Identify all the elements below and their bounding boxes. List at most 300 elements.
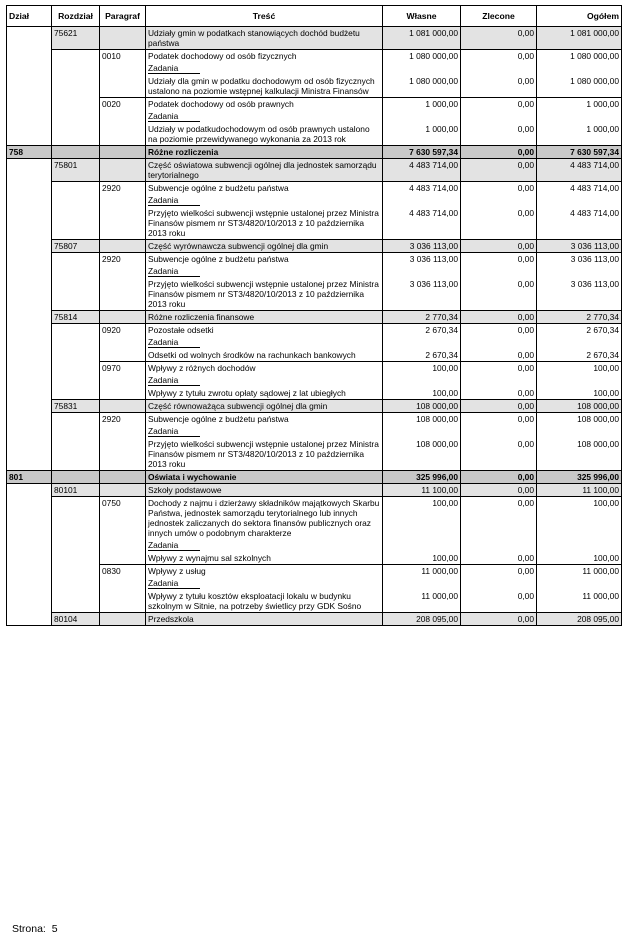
cell-tresc: Odsetki od wolnych środków na rachunkach bankowych: [146, 349, 383, 362]
cell-dzial: [7, 497, 52, 540]
detail-row: [7, 349, 622, 362]
cell-ogolem: 4 483 714,00: [537, 207, 622, 240]
cell-tresc: [146, 62, 383, 75]
cell-tresc: Przedszkola: [146, 613, 383, 626]
cell-zlecone: [461, 539, 537, 552]
cell-wlasne: 1 081 000,00: [383, 27, 461, 50]
cell-wlasne: 108 000,00: [383, 438, 461, 471]
cell-zlecone: 0,00: [461, 123, 537, 146]
cell-rozdzial: [52, 146, 100, 159]
cell-paragraf: [100, 194, 146, 207]
cell-ogolem: 108 000,00: [537, 400, 622, 413]
cell-wlasne: 2 770,34: [383, 311, 461, 324]
cell-rozdzial: [52, 253, 100, 266]
cell-dzial: [7, 324, 52, 337]
dzial-row: [7, 146, 622, 159]
zadania-row: [7, 194, 622, 207]
cell-zlecone: [461, 62, 537, 75]
cell-rozdzial: [52, 123, 100, 146]
cell-wlasne: 108 000,00: [383, 400, 461, 413]
detail-row: [7, 590, 622, 613]
cell-ogolem: [537, 62, 622, 75]
cell-dzial: 758: [7, 146, 52, 159]
cell-zlecone: 0,00: [461, 387, 537, 400]
cell-wlasne: 4 483 714,00: [383, 159, 461, 182]
cell-rozdzial: [52, 98, 100, 111]
cell-ogolem: 108 000,00: [537, 413, 622, 426]
cell-zlecone: 0,00: [461, 278, 537, 311]
cell-ogolem: 1 081 000,00: [537, 27, 622, 50]
cell-dzial: [7, 374, 52, 387]
cell-paragraf: 0830: [100, 565, 146, 578]
cell-dzial: [7, 98, 52, 111]
cell-ogolem: 4 483 714,00: [537, 159, 622, 182]
cell-dzial: [7, 539, 52, 552]
cell-rozdzial: [52, 577, 100, 590]
cell-dzial: [7, 182, 52, 195]
detail-row: [7, 207, 622, 240]
cell-rozdzial: [52, 539, 100, 552]
cell-tresc: [146, 110, 383, 123]
cell-zlecone: 0,00: [461, 75, 537, 98]
header-wlasne: Własne: [383, 6, 461, 27]
cell-dzial: 801: [7, 471, 52, 484]
cell-wlasne: [383, 425, 461, 438]
rozdzial-row: [7, 484, 622, 497]
cell-dzial: [7, 400, 52, 413]
cell-wlasne: 1 000,00: [383, 123, 461, 146]
cell-wlasne: 7 630 597,34: [383, 146, 461, 159]
cell-tresc: [146, 265, 383, 278]
zadania-label: Zadania: [148, 426, 200, 437]
cell-wlasne: 11 100,00: [383, 484, 461, 497]
cell-dzial: [7, 27, 52, 50]
table-header-row: [7, 6, 622, 27]
cell-rozdzial: [52, 438, 100, 471]
table-body: [7, 27, 622, 626]
cell-paragraf: [100, 240, 146, 253]
cell-rozdzial: [52, 110, 100, 123]
cell-zlecone: 0,00: [461, 50, 537, 63]
cell-rozdzial: [52, 425, 100, 438]
cell-paragraf: [100, 311, 146, 324]
cell-ogolem: 100,00: [537, 362, 622, 375]
cell-tresc: [146, 336, 383, 349]
cell-wlasne: [383, 194, 461, 207]
cell-dzial: [7, 62, 52, 75]
cell-tresc: Przyjęto wielkości subwencji wstępnie ustalonej przez Ministra Finansów pismem nr ST3/4820/10/2013 z 10 października 2013 roku: [146, 207, 383, 240]
cell-rozdzial: 75814: [52, 311, 100, 324]
cell-ogolem: 100,00: [537, 497, 622, 540]
cell-dzial: [7, 207, 52, 240]
cell-tresc: Szkoły podstawowe: [146, 484, 383, 497]
zadania-row: [7, 374, 622, 387]
cell-wlasne: 325 996,00: [383, 471, 461, 484]
cell-rozdzial: [52, 207, 100, 240]
header-ogolem: Ogółem: [537, 6, 622, 27]
cell-wlasne: [383, 110, 461, 123]
cell-tresc: Subwencje ogólne z budżetu państwa: [146, 413, 383, 426]
cell-rozdzial: [52, 50, 100, 63]
cell-wlasne: 100,00: [383, 497, 461, 540]
cell-tresc: [146, 374, 383, 387]
cell-rozdzial: [52, 362, 100, 375]
cell-rozdzial: 75831: [52, 400, 100, 413]
cell-dzial: [7, 110, 52, 123]
cell-ogolem: 11 100,00: [537, 484, 622, 497]
cell-rozdzial: [52, 565, 100, 578]
cell-rozdzial: [52, 75, 100, 98]
page-footer: [12, 923, 58, 935]
cell-tresc: Podatek dochodowy od osób fizycznych: [146, 50, 383, 63]
cell-zlecone: 0,00: [461, 324, 537, 337]
cell-tresc: Wpływy z tytułu kosztów eksploatacji lokalu w budynku szkolnym w Sitnie, na potrzeby świetlicy przy GDK Sośno: [146, 590, 383, 613]
cell-ogolem: 3 036 113,00: [537, 240, 622, 253]
budget-table: [6, 5, 622, 626]
zadania-row: [7, 336, 622, 349]
cell-tresc: Część równoważąca subwencji ogólnej dla gmin: [146, 400, 383, 413]
cell-ogolem: 1 000,00: [537, 98, 622, 111]
cell-wlasne: 108 000,00: [383, 413, 461, 426]
cell-tresc: Przyjęto wielkości subwencji wstępnie ustalonej przez Ministra Finansów pismem nr ST3/4820/10/2013 z 10 października 2013 roku: [146, 438, 383, 471]
cell-paragraf: [100, 590, 146, 613]
cell-rozdzial: [52, 278, 100, 311]
cell-paragraf: 0020: [100, 98, 146, 111]
cell-dzial: [7, 240, 52, 253]
zadania-row: [7, 62, 622, 75]
rozdzial-row: [7, 613, 622, 626]
cell-dzial: [7, 75, 52, 98]
cell-rozdzial: 75621: [52, 27, 100, 50]
cell-paragraf: [100, 539, 146, 552]
detail-row: [7, 387, 622, 400]
header-tresc: Treść: [146, 6, 383, 27]
cell-wlasne: 4 483 714,00: [383, 182, 461, 195]
cell-paragraf: [100, 374, 146, 387]
cell-paragraf: 0750: [100, 497, 146, 540]
cell-rozdzial: [52, 62, 100, 75]
cell-dzial: [7, 565, 52, 578]
cell-ogolem: [537, 539, 622, 552]
page-number: 5: [51, 923, 58, 935]
cell-paragraf: [100, 552, 146, 565]
cell-rozdzial: [52, 349, 100, 362]
cell-paragraf: [100, 425, 146, 438]
header-rozdzial: Rozdział: [52, 6, 100, 27]
cell-zlecone: 0,00: [461, 98, 537, 111]
cell-tresc: [146, 425, 383, 438]
zadania-row: [7, 265, 622, 278]
cell-paragraf: [100, 349, 146, 362]
cell-paragraf: [100, 471, 146, 484]
cell-rozdzial: [52, 336, 100, 349]
paragraf-row: [7, 413, 622, 426]
cell-dzial: [7, 577, 52, 590]
budget-page: [6, 5, 621, 626]
cell-zlecone: 0,00: [461, 240, 537, 253]
detail-row: [7, 552, 622, 565]
cell-ogolem: 7 630 597,34: [537, 146, 622, 159]
cell-ogolem: 3 036 113,00: [537, 278, 622, 311]
cell-rozdzial: [52, 387, 100, 400]
dzial-row: [7, 471, 622, 484]
rozdzial-row: [7, 400, 622, 413]
cell-zlecone: 0,00: [461, 159, 537, 182]
cell-wlasne: [383, 577, 461, 590]
cell-dzial: [7, 336, 52, 349]
cell-tresc: Różne rozliczenia finansowe: [146, 311, 383, 324]
cell-paragraf: [100, 207, 146, 240]
paragraf-row: [7, 182, 622, 195]
cell-dzial: [7, 123, 52, 146]
cell-tresc: Oświata i wychowanie: [146, 471, 383, 484]
zadania-label: Zadania: [148, 337, 200, 348]
cell-tresc: [146, 194, 383, 207]
cell-tresc: Subwencje ogólne z budżetu państwa: [146, 182, 383, 195]
cell-wlasne: 1 000,00: [383, 98, 461, 111]
cell-dzial: [7, 159, 52, 182]
cell-paragraf: 2920: [100, 253, 146, 266]
zadania-label: Zadania: [148, 111, 200, 122]
cell-dzial: [7, 387, 52, 400]
zadania-row: [7, 577, 622, 590]
cell-ogolem: 108 000,00: [537, 438, 622, 471]
cell-tresc: Udziały w podatkudochodowym od osób prawnych ustalono na poziomie przewidywanego wykonania za 2013 rok: [146, 123, 383, 146]
cell-wlasne: 3 036 113,00: [383, 240, 461, 253]
cell-paragraf: [100, 278, 146, 311]
cell-tresc: Wpływy z usług: [146, 565, 383, 578]
cell-wlasne: [383, 62, 461, 75]
zadania-label: Zadania: [148, 375, 200, 386]
zadania-row: [7, 539, 622, 552]
header-paragraf: Paragraf: [100, 6, 146, 27]
paragraf-row: [7, 50, 622, 63]
cell-paragraf: [100, 123, 146, 146]
cell-rozdzial: [52, 265, 100, 278]
cell-dzial: [7, 278, 52, 311]
cell-ogolem: 100,00: [537, 387, 622, 400]
cell-tresc: Część oświatowa subwencji ogólnej dla jednostek samorządu terytorialnego: [146, 159, 383, 182]
cell-paragraf: [100, 577, 146, 590]
header-dzial: Dział: [7, 6, 52, 27]
cell-dzial: [7, 590, 52, 613]
cell-ogolem: [537, 425, 622, 438]
cell-zlecone: 0,00: [461, 590, 537, 613]
cell-wlasne: 1 080 000,00: [383, 75, 461, 98]
page-label: Strona:: [12, 923, 46, 935]
cell-ogolem: 2 670,34: [537, 349, 622, 362]
cell-wlasne: 11 000,00: [383, 590, 461, 613]
cell-paragraf: [100, 62, 146, 75]
cell-dzial: [7, 413, 52, 426]
cell-ogolem: [537, 265, 622, 278]
cell-paragraf: 0970: [100, 362, 146, 375]
cell-zlecone: 0,00: [461, 552, 537, 565]
cell-paragraf: [100, 484, 146, 497]
cell-ogolem: [537, 336, 622, 349]
cell-rozdzial: [52, 324, 100, 337]
cell-rozdzial: [52, 497, 100, 540]
cell-paragraf: [100, 438, 146, 471]
cell-ogolem: 3 036 113,00: [537, 253, 622, 266]
cell-ogolem: 11 000,00: [537, 565, 622, 578]
cell-wlasne: 100,00: [383, 387, 461, 400]
cell-wlasne: 4 483 714,00: [383, 207, 461, 240]
cell-rozdzial: 80101: [52, 484, 100, 497]
zadania-row: [7, 110, 622, 123]
cell-zlecone: 0,00: [461, 27, 537, 50]
cell-rozdzial: 80104: [52, 613, 100, 626]
zadania-label: Zadania: [148, 195, 200, 206]
cell-zlecone: [461, 577, 537, 590]
cell-zlecone: 0,00: [461, 565, 537, 578]
cell-zlecone: 0,00: [461, 400, 537, 413]
cell-dzial: [7, 484, 52, 497]
cell-wlasne: 2 670,34: [383, 324, 461, 337]
detail-row: [7, 75, 622, 98]
cell-wlasne: 208 095,00: [383, 613, 461, 626]
cell-dzial: [7, 265, 52, 278]
cell-zlecone: [461, 110, 537, 123]
cell-paragraf: [100, 613, 146, 626]
cell-wlasne: [383, 265, 461, 278]
cell-zlecone: 0,00: [461, 471, 537, 484]
cell-ogolem: [537, 110, 622, 123]
detail-row: [7, 438, 622, 471]
cell-tresc: Pozostałe odsetki: [146, 324, 383, 337]
cell-dzial: [7, 425, 52, 438]
cell-rozdzial: [52, 590, 100, 613]
cell-paragraf: 2920: [100, 413, 146, 426]
cell-ogolem: 1 080 000,00: [537, 50, 622, 63]
cell-wlasne: [383, 336, 461, 349]
cell-zlecone: 0,00: [461, 207, 537, 240]
cell-wlasne: 3 036 113,00: [383, 278, 461, 311]
paragraf-row: [7, 565, 622, 578]
cell-wlasne: 1 080 000,00: [383, 50, 461, 63]
cell-ogolem: 1 000,00: [537, 123, 622, 146]
cell-rozdzial: [52, 374, 100, 387]
cell-tresc: Podatek dochodowy od osób prawnych: [146, 98, 383, 111]
cell-ogolem: [537, 194, 622, 207]
cell-tresc: Subwencje ogólne z budżetu państwa: [146, 253, 383, 266]
cell-zlecone: 0,00: [461, 438, 537, 471]
cell-wlasne: 11 000,00: [383, 565, 461, 578]
cell-tresc: [146, 539, 383, 552]
cell-wlasne: [383, 374, 461, 387]
cell-paragraf: [100, 265, 146, 278]
cell-ogolem: 4 483 714,00: [537, 182, 622, 195]
cell-zlecone: 0,00: [461, 497, 537, 540]
cell-paragraf: 0010: [100, 50, 146, 63]
paragraf-row: [7, 98, 622, 111]
cell-rozdzial: [52, 471, 100, 484]
zadania-label: Zadania: [148, 266, 200, 277]
cell-tresc: [146, 577, 383, 590]
cell-tresc: Wpływy z wynajmu sal szkolnych: [146, 552, 383, 565]
cell-rozdzial: 75801: [52, 159, 100, 182]
cell-rozdzial: [52, 182, 100, 195]
cell-ogolem: 208 095,00: [537, 613, 622, 626]
cell-tresc: Udziały dla gmin w podatku dochodowym od osób fizycznych ustalono na poziomie wstępnej kalkulacji Ministra Finansów: [146, 75, 383, 98]
rozdzial-row: [7, 311, 622, 324]
cell-ogolem: 2 770,34: [537, 311, 622, 324]
cell-dzial: [7, 438, 52, 471]
cell-zlecone: [461, 194, 537, 207]
cell-paragraf: [100, 146, 146, 159]
cell-zlecone: [461, 425, 537, 438]
cell-paragraf: [100, 159, 146, 182]
cell-dzial: [7, 311, 52, 324]
cell-ogolem: [537, 577, 622, 590]
cell-zlecone: 0,00: [461, 362, 537, 375]
cell-zlecone: 0,00: [461, 349, 537, 362]
cell-paragraf: [100, 27, 146, 50]
header-zlecone: Zlecone: [461, 6, 537, 27]
cell-wlasne: 2 670,34: [383, 349, 461, 362]
rozdzial-row: [7, 27, 622, 50]
cell-ogolem: 1 080 000,00: [537, 75, 622, 98]
cell-zlecone: [461, 336, 537, 349]
cell-zlecone: 0,00: [461, 484, 537, 497]
detail-row: [7, 123, 622, 146]
cell-tresc: Dochody z najmu i dzierżawy składników majątkowych Skarbu Państwa, jednostek samorządu terytorialnego lub innych jednostek zaliczanych do sektora finansów publicznych oraz innych umów o podobnym charakterze: [146, 497, 383, 540]
cell-wlasne: 100,00: [383, 362, 461, 375]
cell-ogolem: 325 996,00: [537, 471, 622, 484]
cell-dzial: [7, 253, 52, 266]
paragraf-row: [7, 253, 622, 266]
cell-rozdzial: 75807: [52, 240, 100, 253]
cell-tresc: Część wyrównawcza subwencji ogólnej dla gmin: [146, 240, 383, 253]
rozdzial-row: [7, 159, 622, 182]
cell-paragraf: [100, 110, 146, 123]
cell-wlasne: 100,00: [383, 552, 461, 565]
cell-rozdzial: [52, 552, 100, 565]
cell-zlecone: 0,00: [461, 613, 537, 626]
cell-paragraf: 0920: [100, 324, 146, 337]
cell-dzial: [7, 50, 52, 63]
cell-zlecone: [461, 374, 537, 387]
zadania-label: Zadania: [148, 63, 200, 74]
cell-dzial: [7, 613, 52, 626]
paragraf-row: [7, 362, 622, 375]
cell-zlecone: 0,00: [461, 311, 537, 324]
cell-dzial: [7, 362, 52, 375]
cell-dzial: [7, 194, 52, 207]
cell-ogolem: 100,00: [537, 552, 622, 565]
detail-row: [7, 278, 622, 311]
cell-zlecone: 0,00: [461, 413, 537, 426]
zadania-row: [7, 425, 622, 438]
cell-wlasne: 3 036 113,00: [383, 253, 461, 266]
cell-rozdzial: [52, 413, 100, 426]
cell-ogolem: [537, 374, 622, 387]
cell-tresc: Przyjęto wielkości subwencji wstępnie ustalonej przez Ministra Finansów pismem nr ST3/4820/10/2013 z 10 października 2013 roku: [146, 278, 383, 311]
cell-tresc: Wpływy z różnych dochodów: [146, 362, 383, 375]
cell-ogolem: 11 000,00: [537, 590, 622, 613]
cell-ogolem: 2 670,34: [537, 324, 622, 337]
cell-zlecone: 0,00: [461, 182, 537, 195]
cell-zlecone: [461, 265, 537, 278]
cell-paragraf: 2920: [100, 182, 146, 195]
cell-zlecone: 0,00: [461, 253, 537, 266]
cell-tresc: Udziały gmin w podatkach stanowiących dochód budżetu państwa: [146, 27, 383, 50]
cell-paragraf: [100, 75, 146, 98]
zadania-label: Zadania: [148, 540, 200, 551]
cell-zlecone: 0,00: [461, 146, 537, 159]
cell-dzial: [7, 349, 52, 362]
cell-rozdzial: [52, 194, 100, 207]
